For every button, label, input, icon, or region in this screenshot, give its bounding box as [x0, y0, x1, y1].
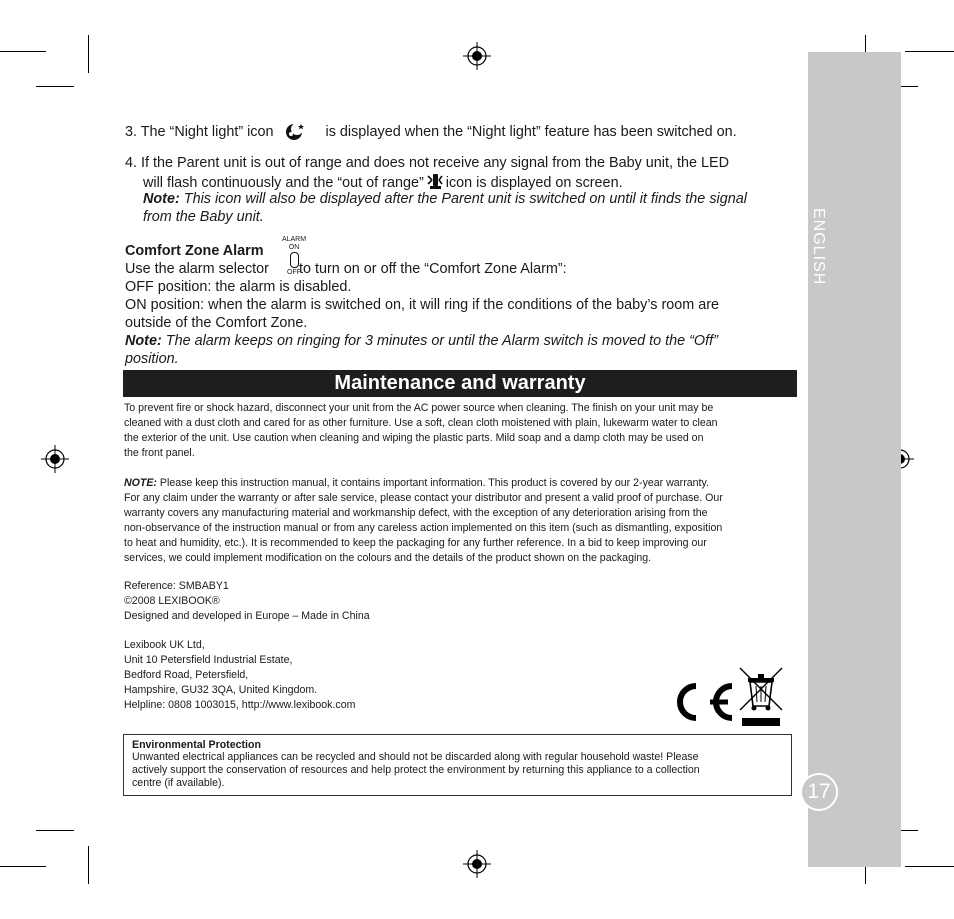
page-number: 17: [800, 773, 838, 811]
crop-mark: [905, 51, 954, 52]
crop-mark: [0, 51, 46, 52]
registration-mark-icon: [463, 850, 491, 878]
address-line: Lexibook UK Ltd,: [124, 639, 205, 651]
crop-mark: [88, 846, 89, 884]
maintenance-line: the front panel.: [124, 447, 195, 459]
weee-bin-icon: [738, 666, 784, 728]
language-tab: ENGLISH: [810, 208, 827, 286]
warranty-line: to heat and humidity, etc.). It is recommended to keep the packaging for any further reference. In a bid to keep improving our: [124, 537, 707, 549]
address-line: Bedford Road, Petersfield,: [124, 669, 249, 681]
alarm-switch-icon: ALARM ON OFF: [281, 236, 307, 276]
warranty-line: services, we could implement modification on the colours and the details of the product shown on the packaging.: [124, 552, 652, 564]
warranty-line: For any claim under the warranty or after sale service, please contact your distributor and present a valid proof of purchase. Our: [124, 492, 723, 504]
reference-line: Reference: SMBABY1: [124, 580, 229, 592]
warranty-line: warranty covers any manufacturing material and workmanship defect, with the exception of any deterioration arising from the: [124, 507, 708, 519]
environmental-protection-box: [123, 734, 792, 796]
section-title: Maintenance and warranty: [123, 370, 797, 397]
maintenance-line: cleaned with a dust cloth and cared for as other furniture. Use a soft, clean cloth moistened with plain, lukewarm water to clean: [124, 417, 718, 429]
crop-mark: [0, 866, 46, 867]
comfort-note-line2: position.: [125, 351, 179, 367]
comfort-line2: OFF position: the alarm is disabled.: [125, 279, 352, 295]
item4-note-line2: from the Baby unit.: [143, 209, 264, 225]
item4-note: Note: This icon will also be displayed after the Parent unit is switched on until it finds the signal: [143, 191, 747, 207]
comfort-line3: ON position: when the alarm is switched on, it will ring if the conditions of the baby’s room are: [125, 297, 720, 313]
helpline-line: Helpline: 0808 1003015, http://www.lexibook.com: [124, 699, 356, 711]
environment-line: Unwanted electrical appliances can be recycled and should not be discarded along with regular household waste! Please: [132, 751, 699, 763]
item4-line1: 4. If the Parent unit is out of range and does not receive any signal from the Baby unit, the LED: [125, 155, 729, 171]
maintenance-line: the exterior of the unit. Use caution when cleaning and wiping the plastic parts. Mild soap and a damp cloth may be used on: [124, 432, 704, 444]
copyright-line: ©2008 LEXIBOOK®: [124, 595, 220, 607]
address-line: Unit 10 Petersfield Industrial Estate,: [124, 654, 293, 666]
environment-title: Environmental Protection: [132, 739, 261, 751]
item3-text: 3. The “Night light” icon is displayed when the “Night light” feature has been switched on.: [125, 121, 737, 141]
environment-line: centre (if available).: [132, 777, 225, 789]
comfort-note: Note: The alarm keeps on ringing for 3 minutes or until the Alarm switch is moved to the “Off”: [125, 333, 718, 349]
side-tab: [808, 52, 901, 867]
night-light-icon: [282, 121, 308, 141]
item4-line2: will flash continuously and the “out of range” icon is displayed on screen.: [143, 172, 623, 192]
out-of-range-icon: [425, 172, 445, 190]
environment-line: actively support the conservation of resources and help protect the environment by returning this appliance to a collection: [132, 764, 700, 776]
crop-mark: [905, 866, 954, 867]
maintenance-line: To prevent fire or shock hazard, disconnect your unit from the AC power source when cleaning. The finish on your unit may be: [124, 402, 714, 414]
crop-mark: [88, 35, 89, 73]
crop-mark: [36, 830, 74, 831]
warranty-line: non-observance of the instruction manual or from any careless action implemented on this item (such as dismantling, exposition: [124, 522, 723, 534]
comfort-line4: outside of the Comfort Zone.: [125, 315, 308, 331]
crop-mark: [36, 86, 74, 87]
comfort-line1: Use the alarm selector to turn on or off the “Comfort Zone Alarm”:: [125, 261, 567, 277]
ce-mark-icon: [670, 680, 736, 724]
warranty-line: NOTE: Please keep this instruction manual, it contains important information. This product is covered by our 2-year warranty.: [124, 477, 709, 489]
origin-line: Designed and developed in Europe – Made in China: [124, 610, 370, 622]
address-line: Hampshire, GU32 3QA, United Kingdom.: [124, 684, 318, 696]
registration-mark-icon: [41, 445, 69, 473]
comfort-heading: Comfort Zone Alarm: [125, 243, 264, 259]
registration-mark-icon: [463, 42, 491, 70]
